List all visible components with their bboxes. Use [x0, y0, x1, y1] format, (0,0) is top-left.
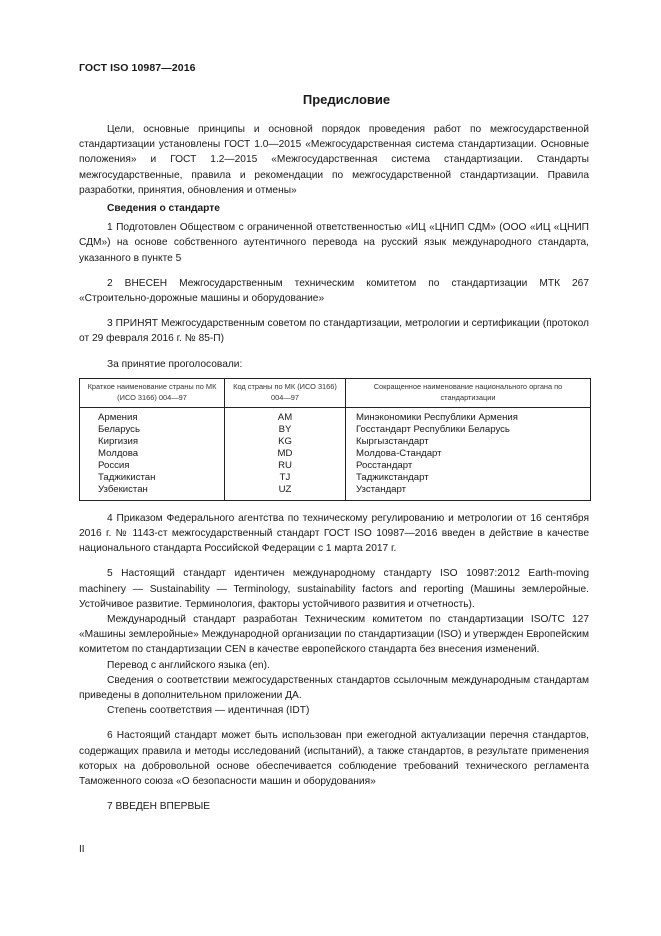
country-cell: Молдова: [80, 448, 225, 460]
table-row: [80, 484, 591, 501]
code-cell: KG: [225, 436, 346, 448]
item-5-references-paragraph: Сведения о соответствии межгосударственных стандартов ссылочным международным стандартам приведены в дополнительном приложении ДА.: [79, 674, 589, 702]
item-7-paragraph: 7 ВВЕДЕН ВПЕРВЫЕ: [107, 801, 211, 813]
item-5-conformity-paragraph: Степень соответствия — идентичная (IDT): [107, 705, 310, 717]
table-row: [80, 448, 591, 460]
page-number: II: [79, 844, 85, 855]
org-cell: Кыргызстандарт: [346, 436, 591, 448]
table-header-code: Код страны по МК (ИСО 3166) 004—97: [225, 378, 346, 407]
table-header-row: [80, 378, 591, 407]
code-cell: UZ: [225, 484, 346, 501]
page-title: Предисловие: [302, 92, 391, 107]
table-row: [80, 460, 591, 472]
table-header-org: Сокращенное наименование национального органа по стандартизации: [346, 378, 591, 407]
table-row: [80, 424, 591, 436]
org-cell: Минэкономики Республики Армения: [346, 407, 591, 424]
country-cell: Киргизия: [80, 436, 225, 448]
country-cell: Беларусь: [80, 424, 225, 436]
org-cell: Росстандарт: [346, 460, 591, 472]
item-3-paragraph: 3 ПРИНЯТ Межгосударственным советом по стандартизации, метрологии и сертификации (протокол от 29 февраля 2016 г. № 85-П): [79, 318, 589, 345]
table-row: [80, 407, 591, 424]
item-2-paragraph: 2 ВНЕСЕН Межгосударственным техническим комитетом по стандартизации МТК 267 «Строительно-дорожные машины и оборудование»: [79, 277, 589, 305]
item-1-paragraph: 1 Подготовлен Обществом с ограниченной ответственностью «ИЦ «ЦНИП СДМ» (ООО «ИЦ «ЦНИП СДМ») на основе собственного аутентичного перевода на русский язык международного стандарта, указанного в пункте 5: [79, 222, 589, 264]
document-body: [79, 122, 589, 815]
code-cell: TJ: [225, 472, 346, 484]
item-4-paragraph: 4 Приказом Федерального агентства по техническому регулированию и метрологии от 16 сентября 2016 г. № 1143-ст межгосударственный стандарт ГОСТ ISO 10987—2016 введен в действие в качестве национального стандарта Российской Федерации с 1 марта 2017 г.: [79, 512, 589, 555]
section-subheading: Сведения о стандарте: [107, 203, 220, 215]
item-5-international-paragraph: Международный стандарт разработан Техническим комитетом по стандартизации ISO/TC 127 «Машины землеройные» Международной организации по стандартизации (ISO) и утвержден Европейским комитетом по стандартизации CEN в качестве европейского стандарта без внесения изменений.: [79, 614, 589, 656]
country-cell: Таджикистан: [80, 472, 225, 484]
code-cell: AM: [225, 407, 346, 424]
table-header-country: Краткое наименование страны по МК (ИСО 3166) 004—97: [80, 378, 225, 407]
country-cell: Россия: [80, 460, 225, 472]
document-header: ГОСТ ISO 10987—2016: [79, 62, 196, 74]
vote-intro: За принятие проголосовали:: [107, 358, 243, 370]
item-5-translation-paragraph: Перевод с английского языка (en).: [107, 659, 270, 671]
org-cell: Госстандарт Республики Беларусь: [346, 424, 591, 436]
intro-paragraph: Цели, основные принципы и основной порядок проведения работ по межгосударственной стандартизации установлены ГОСТ 1.0—2015 «Межгосударственная система стандартизации. Основные положения» и ГОСТ 1.2—2015 «Межгосударственная система стандартизации. Стандарты межгосударственные, правила и рекомендации по межгосударственной стандартизации. Правила разработки, принятия, обновления и отмены»: [79, 124, 589, 196]
org-cell: Таджикстандарт: [346, 472, 591, 484]
org-cell: Молдова-Стандарт: [346, 448, 591, 460]
country-cell: Армения: [80, 407, 225, 424]
item-5-paragraph: 5 Настоящий стандарт идентичен международному стандарту ISO 10987:2012 Earth-moving machinery — Sustainability — Terminology, sustainability factors and reporting (Машины землеройные. Устойчивое развитие. Терминология, факторы устойчивого развития и отчетность).: [79, 568, 589, 610]
code-cell: MD: [225, 448, 346, 460]
table-row: [80, 472, 591, 484]
voting-table: [79, 378, 591, 501]
code-cell: BY: [225, 424, 346, 436]
item-6-paragraph: 6 Настоящий стандарт может быть использован при ежегодной актуализации перечня стандартов, содержащих правила и методы исследований (испытаний), а также стандартов, в результате применения которых на добровольной основе обеспечивается соблюдение требований технического регламента Таможенного союза «О безопасности машин и оборудования»: [79, 730, 589, 788]
org-cell: Узстандарт: [346, 484, 591, 501]
country-cell: Узбекистан: [80, 484, 225, 501]
table-row: [80, 436, 591, 448]
code-cell: RU: [225, 460, 346, 472]
